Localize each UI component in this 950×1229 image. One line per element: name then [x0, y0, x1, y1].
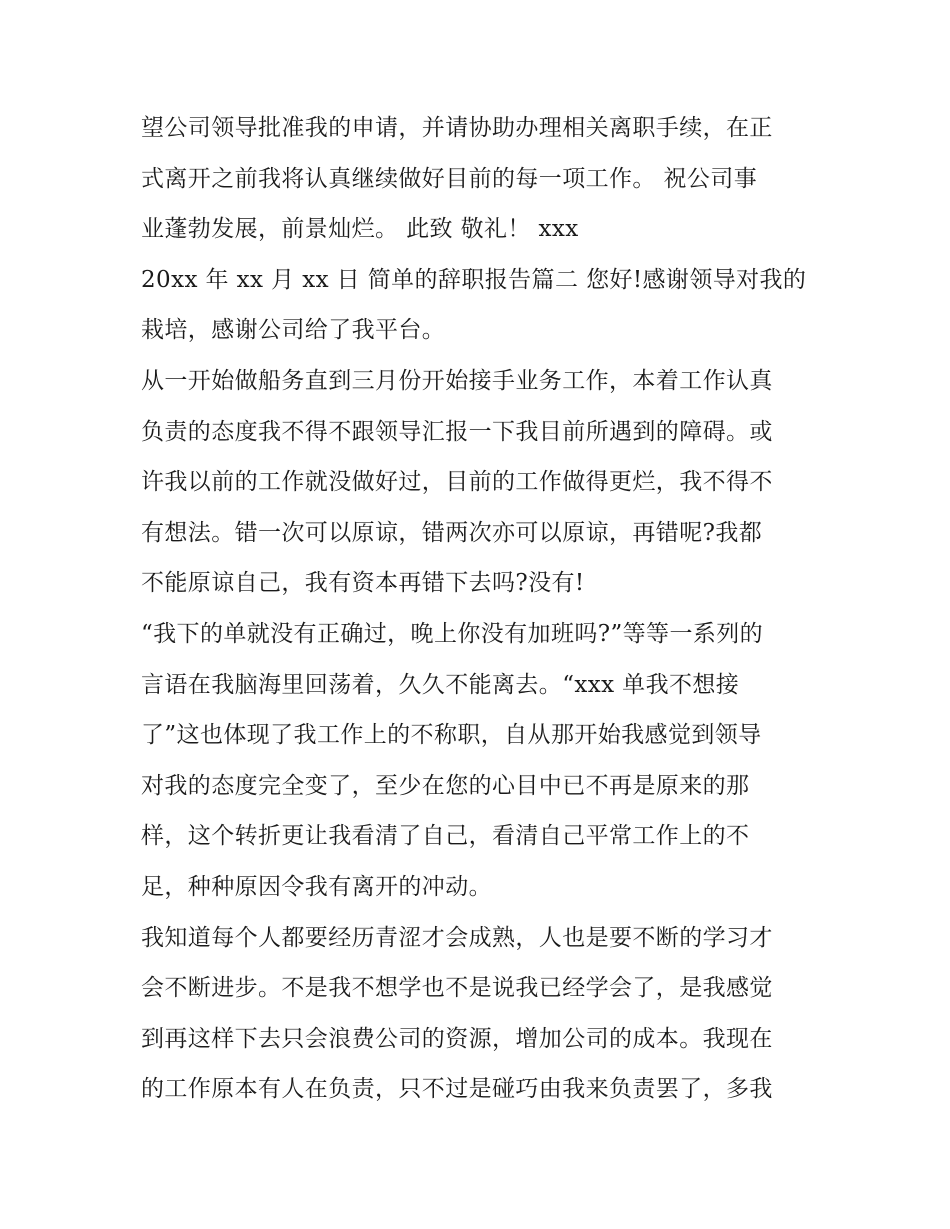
- text-line-13: 了”这也体现了我工作上的不称职，自从那开始我感觉到领导: [141, 722, 762, 749]
- text-line-5: 栽培，感谢公司给了我平台。: [141, 317, 446, 344]
- text-line-18: 会不断进步。不是我不想学也不是说我已经学会了，是我感觉: [141, 975, 773, 1002]
- text-line-7: 负责的态度我不得不跟领导汇报一下我目前所遇到的障碍。或: [141, 418, 773, 445]
- text-line-16: 足，种种原因令我有离开的冲动。: [141, 873, 492, 900]
- text-line-12: 言语在我脑海里回荡着，久久不能离去。“xxx 单我不想接: [141, 671, 740, 698]
- text-line-3: 业蓬勃发展，前景灿烂。 此致 敬礼！ xxx: [141, 216, 579, 243]
- text-line-11: “我下的单就没有正确过，晚上你没有加班吗?”等等一系列的: [141, 620, 764, 647]
- text-line-9: 有想法。错一次可以原谅，错两次亦可以原谅，再错呢?我都: [141, 519, 763, 546]
- text-line-19: 到再这样下去只会浪费公司的资源，增加公司的成本。我现在: [141, 1025, 773, 1052]
- text-line-4: 20xx 年 xx 月 xx 日 简单的辞职报告篇二 您好!感谢领导对我的: [141, 266, 807, 293]
- text-line-17: 我知道每个人都要经历青涩才会成熟，人也是要不断的学习才: [141, 924, 773, 951]
- text-line-8: 许我以前的工作就没做好过，目前的工作做得更烂，我不得不: [141, 469, 773, 496]
- text-line-2: 式离开之前我将认真继续做好目前的每一项工作。 祝公司事: [141, 165, 758, 192]
- text-line-10: 不能原谅自己，我有资本再错下去吗?没有!: [141, 570, 585, 597]
- text-line-14: 对我的态度完全变了，至少在您的心目中已不再是原来的那: [141, 772, 750, 799]
- text-line-6: 从一开始做船务直到三月份开始接手业务工作，本着工作认真: [141, 367, 773, 394]
- text-line-15: 样，这个转折更让我看清了自己，看清自己平常工作上的不: [141, 823, 750, 850]
- text-line-1: 望公司领导批准我的申请，并请协助办理相关离职手续，在正: [141, 115, 773, 141]
- text-line-20: 的工作原本有人在负责，只不过是碰巧由我来负责罢了，多我: [141, 1076, 773, 1103]
- document-body: [141, 103, 821, 1115]
